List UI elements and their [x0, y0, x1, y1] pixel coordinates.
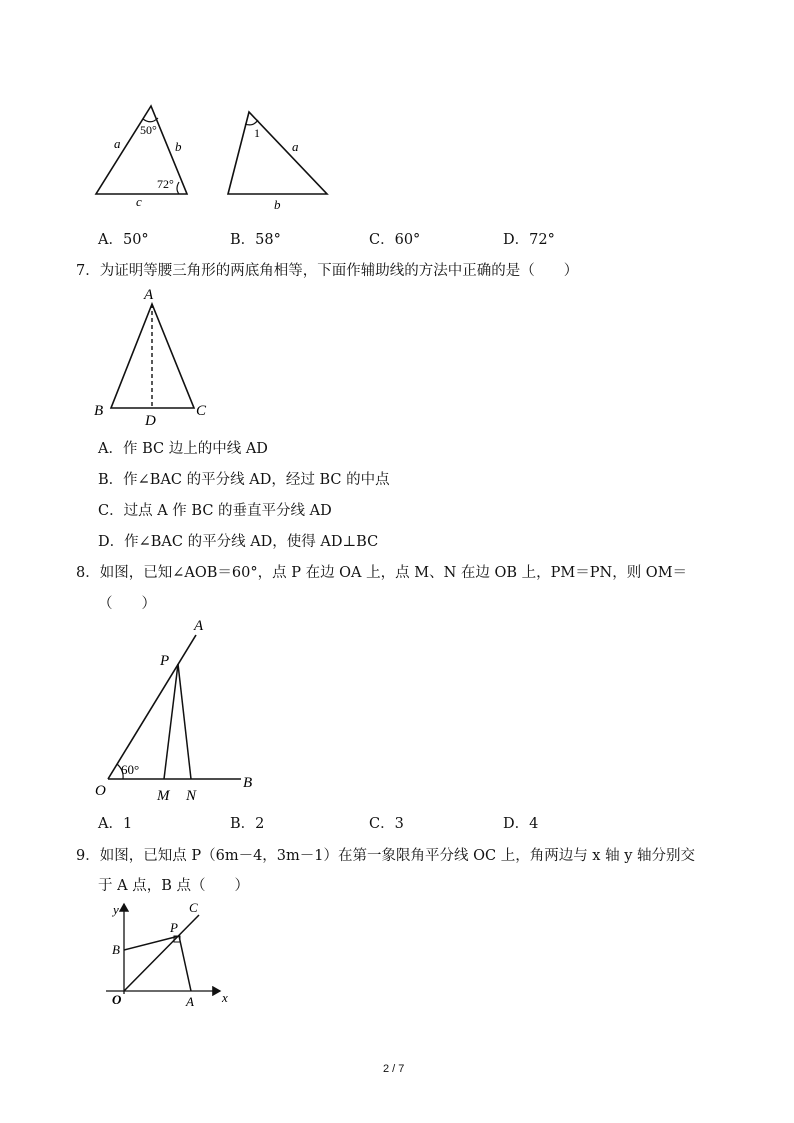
point-b-label: B: [112, 942, 120, 957]
ray-a-label: A: [194, 618, 204, 634]
q8-option-a[interactable]: A．1: [98, 816, 133, 832]
point-n-label: N: [186, 788, 197, 804]
q8-option-b[interactable]: B．2: [230, 816, 265, 832]
q8-option-d[interactable]: D．4: [503, 816, 539, 832]
angle-1-label: 1: [254, 126, 260, 140]
q8-stem-line1: 8．如图，已知∠AOB＝60°，点 P 在边 OA 上，点 M、N 在边 OB 上，PM＝PN，则 OM＝: [76, 565, 688, 581]
axis-y-label: y: [113, 902, 119, 917]
q8-option-c[interactable]: C．3: [369, 816, 404, 832]
ray-b-label: B: [243, 775, 253, 791]
point-m-label: M: [157, 788, 170, 804]
ray-c-label: C: [189, 900, 198, 915]
angle-right-label: 72°: [157, 177, 174, 191]
q7-option-c[interactable]: C．过点 A 作 BC 的垂直平分线 AD: [98, 503, 332, 519]
q6-option-a[interactable]: A．50°: [98, 232, 149, 248]
side-a-label: a: [292, 139, 299, 154]
q7-figure: [86, 282, 216, 430]
q6-option-c[interactable]: C．60°: [369, 232, 421, 248]
angle-top-label: 50°: [140, 123, 157, 137]
page-number: 2 / 7: [383, 1063, 405, 1075]
side-b-label: b: [274, 197, 281, 212]
origin-o-label: O: [112, 992, 122, 1007]
point-a-label: A: [186, 994, 194, 1009]
q7-option-b[interactable]: B．作∠BAC 的平分线 AD，经过 BC 的中点: [98, 472, 390, 488]
q9-figure: [106, 898, 246, 1013]
side-b-label: b: [175, 139, 182, 154]
side-a-label: a: [114, 136, 121, 151]
q7-stem: 7．为证明等腰三角形的两底角相等，下面作辅助线的方法中正确的是（ ）: [76, 263, 579, 279]
point-p-label: P: [160, 653, 170, 669]
q7-option-d[interactable]: D．作∠BAC 的平分线 AD，使得 AD⊥BC: [98, 534, 379, 550]
point-o-label: O: [95, 783, 106, 799]
axis-x-label: x: [222, 990, 228, 1005]
vertex-a-label: A: [144, 287, 154, 303]
q6-option-d[interactable]: D．72°: [503, 232, 555, 248]
q8-stem-line2: （ ）: [98, 596, 156, 612]
q7-option-a[interactable]: A．作 BC 边上的中线 AD: [98, 441, 268, 457]
angle-60-label: 60°: [121, 762, 140, 777]
vertex-d-label: D: [145, 413, 156, 429]
q6-option-b[interactable]: B．58°: [230, 232, 281, 248]
q9-stem-line2: 于 A 点，B 点（ ）: [98, 878, 249, 894]
vertex-b-label: B: [94, 403, 104, 419]
q8-figure: [88, 612, 268, 808]
point-p-label: P: [170, 920, 178, 935]
side-c-label: c: [136, 194, 142, 208]
q9-stem-line1: 9．如图，已知点 P（6m－4，3m－1）在第一象限角平分线 OC 上，角两边与 x 轴 y 轴分别交: [76, 848, 695, 864]
q6-figure-1: [88, 98, 198, 208]
vertex-c-label: C: [196, 403, 207, 419]
q6-figure-2: [218, 98, 338, 213]
